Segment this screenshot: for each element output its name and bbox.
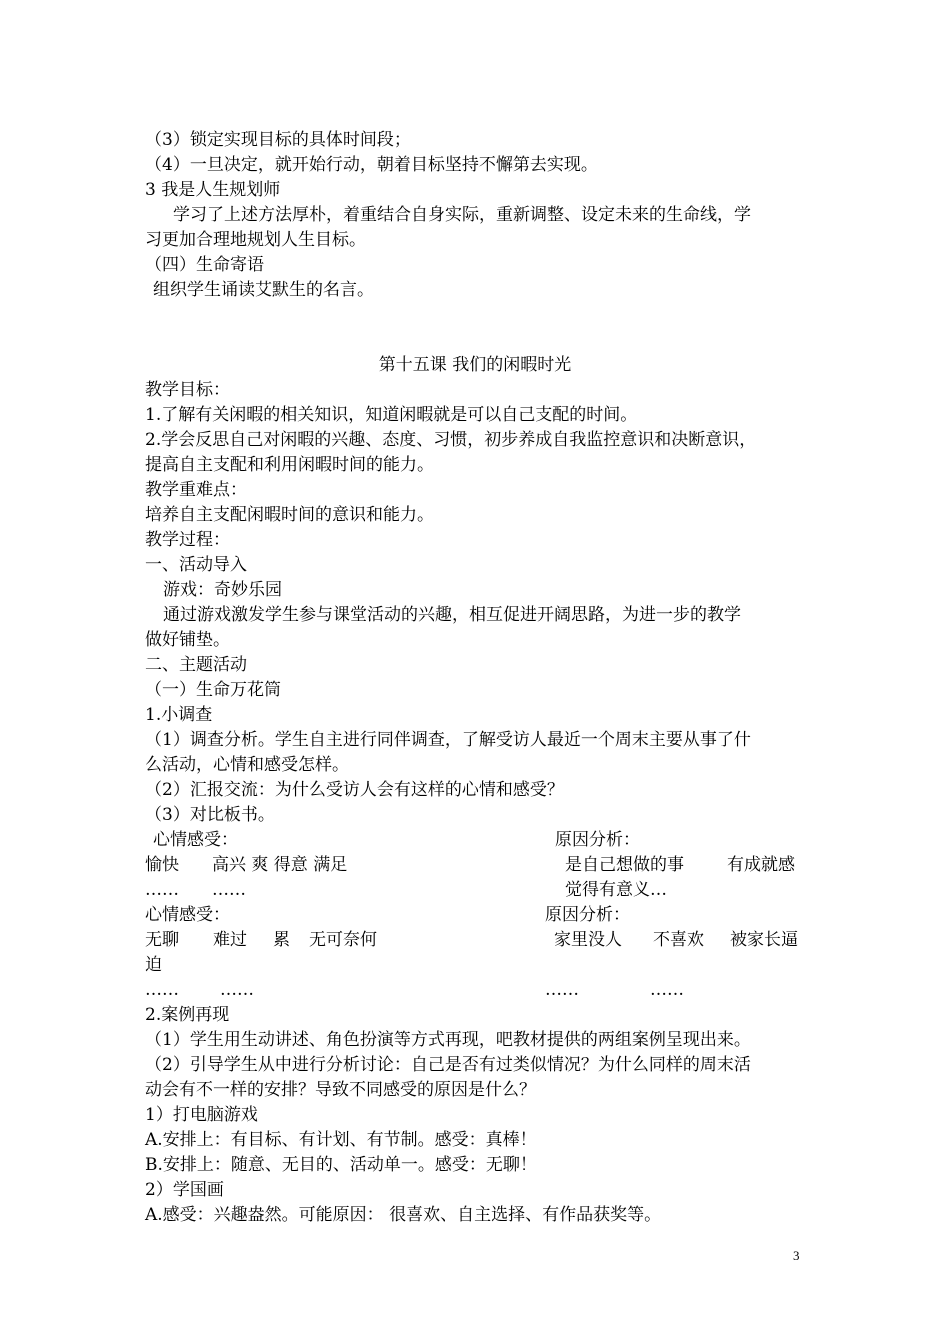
section-heading: 1.小调查: [145, 705, 213, 725]
section-heading: 2）学国画: [145, 1180, 224, 1200]
section-heading: 二、主题活动: [145, 655, 247, 675]
section-heading: 教学重难点：: [145, 480, 247, 500]
text-line: 游戏：奇妙乐园: [163, 580, 282, 600]
board-item: 家里没人: [554, 930, 622, 950]
board-item: ……: [145, 880, 179, 900]
board-item: ……: [650, 980, 684, 1000]
board-item: ……: [220, 980, 254, 1000]
text-line: A.安排上：有目标、有计划、有节制。感受：真棒！: [145, 1130, 537, 1150]
text-line: （4）一旦决定，就开始行动，朝着目标坚持不懈第去实现。: [145, 155, 598, 175]
board-item: 不喜欢: [653, 930, 704, 950]
board-label: 心情感受：: [153, 830, 238, 850]
section-heading: （四）生命寄语: [145, 255, 264, 275]
board-item: 累: [273, 930, 290, 950]
board-row: [145, 903, 810, 927]
board-item: 高兴 爽 得意 满足: [212, 855, 348, 875]
text-line: （2）汇报交流：为什么受访人会有这样的心情和感受？: [145, 780, 564, 800]
board-row: [145, 853, 810, 877]
board-row: [145, 928, 810, 952]
text-line: 做好铺垫。: [145, 630, 230, 650]
board-item: 难过: [213, 930, 247, 950]
text-line: （1）学生用生动讲述、角色扮演等方式再现，吧教材提供的两组案例呈现出来。: [145, 1030, 751, 1050]
text-line: （1）调查分析。学生自主进行同伴调查，了解受访人最近一个周末主要从事了什: [145, 730, 751, 750]
board-item: 无聊: [145, 930, 179, 950]
section-heading: 教学目标：: [145, 380, 230, 400]
board-row: [145, 978, 810, 1002]
board-item: 愉快: [145, 855, 179, 875]
board-label: 原因分析：: [545, 905, 630, 925]
text-line: （3）锁定实现目标的具体时间段；: [145, 130, 411, 150]
text-line: B.安排上：随意、无目的、活动单一。感受：无聊！: [145, 1155, 537, 1175]
text-line: 培养自主支配闲暇时间的意识和能力。: [145, 505, 434, 525]
board-row: [145, 828, 810, 852]
section-heading: 一、活动导入: [145, 555, 247, 575]
text-line: 2.学会反思自己对闲暇的兴趣、态度、习惯，初步养成自我监控意识和决断意识，: [145, 430, 757, 450]
board-item: 迫: [145, 955, 162, 975]
text-line: 通过游戏激发学生参与课堂活动的兴趣，相互促进开阔思路，为进一步的教学: [163, 605, 741, 625]
text-line: 么活动，心情和感受怎样。: [145, 755, 349, 775]
text-line: 组织学生诵读艾默生的名言。: [153, 280, 374, 300]
text-line: 动会有不一样的安排？导致不同感受的原因是什么？: [145, 1080, 536, 1100]
section-heading: 2.案例再现: [145, 1005, 230, 1025]
board-item: 觉得有意义…: [565, 880, 667, 900]
section-heading: 1）打电脑游戏: [145, 1105, 258, 1125]
board-item: 无可奈何: [309, 930, 377, 950]
text-line: A.感受：兴趣盎然。可能原因： 很喜欢、自主选择、有作品获奖等。: [145, 1205, 662, 1225]
section-heading: （一）生命万花筒: [145, 680, 281, 700]
section-heading: 教学过程：: [145, 530, 230, 550]
lesson-title: 第十五课 我们的闲暇时光: [378, 355, 572, 375]
text-line: 提高自主支配和利用闲暇时间的能力。: [145, 455, 434, 475]
board-label: 心情感受：: [145, 905, 230, 925]
board-item: ……: [212, 880, 246, 900]
board-item: ……: [545, 980, 579, 1000]
board-item: 有成就感: [727, 855, 795, 875]
board-row: [145, 953, 810, 977]
board-item: 是自己想做的事: [565, 855, 684, 875]
section-heading: 3 我是人生规划师: [145, 180, 281, 200]
board-item: ……: [145, 980, 179, 1000]
board-item: 被家长逼: [730, 930, 798, 950]
text-line: 1.了解有关闲暇的相关知识，知道闲暇就是可以自己支配的时间。: [145, 405, 638, 425]
board-label: 原因分析：: [555, 830, 640, 850]
text-line: 学习了上述方法厚朴，着重结合自身实际，重新调整、设定未来的生命线，学: [173, 205, 751, 225]
text-line: （2）引导学生从中进行分析讨论：自己是否有过类似情况？为什么同样的周末活: [145, 1055, 751, 1075]
text-line: （3）对比板书。: [145, 805, 275, 825]
text-line: 习更加合理地规划人生目标。: [145, 230, 366, 250]
board-row: [145, 878, 810, 902]
page-number: 3: [793, 1248, 800, 1263]
